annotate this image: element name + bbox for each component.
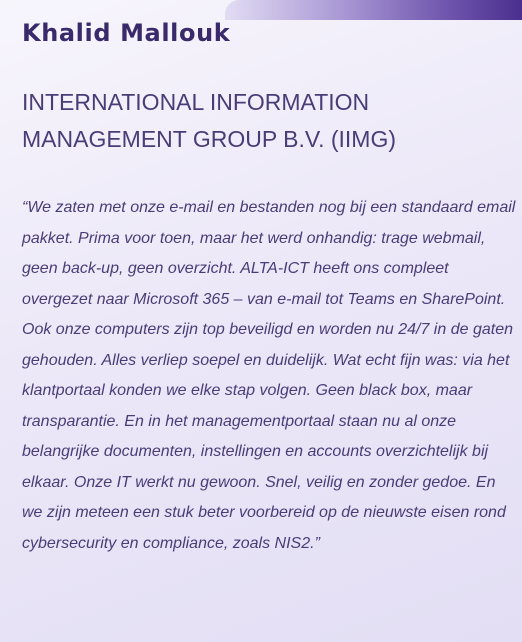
- testimonial-company-name: INTERNATIONAL INFORMATION MANAGEMENT GROUP B.V. (IIMG): [22, 89, 397, 152]
- testimonial-author-name: Khalid Mallouk: [22, 19, 231, 47]
- testimonial-quote: “We zaten met onze e-mail en bestanden nog bij een standaard email pakket. Prima voor toen, maar het werd onhandig: trage webmail, geen back-up, geen overzicht. ALTA-ICT heeft ons compleet overgezet naar Microsoft 365 – van e-mail tot Teams en SharePoint. Ook onze computers zijn top beveiligd en worden nu 24/7 in de gaten gehouden. Alles verliep soepel en duidelijk. Wat echt fijn was: via het klantportaal konden we elke stap volgen. Geen black box, maar transparantie. En in het managementportaal staan nu al onze belangrijke documenten, instellingen en accounts overzichtelijk bij elkaar. Onze IT werkt nu gewoon. Snel, veilig en zonder gedoe. En we zijn meteen een stuk beter voorbereid op de nieuwste eisen rond cybersecurity en compliance, zoals NIS2.”: [22, 199, 516, 552]
